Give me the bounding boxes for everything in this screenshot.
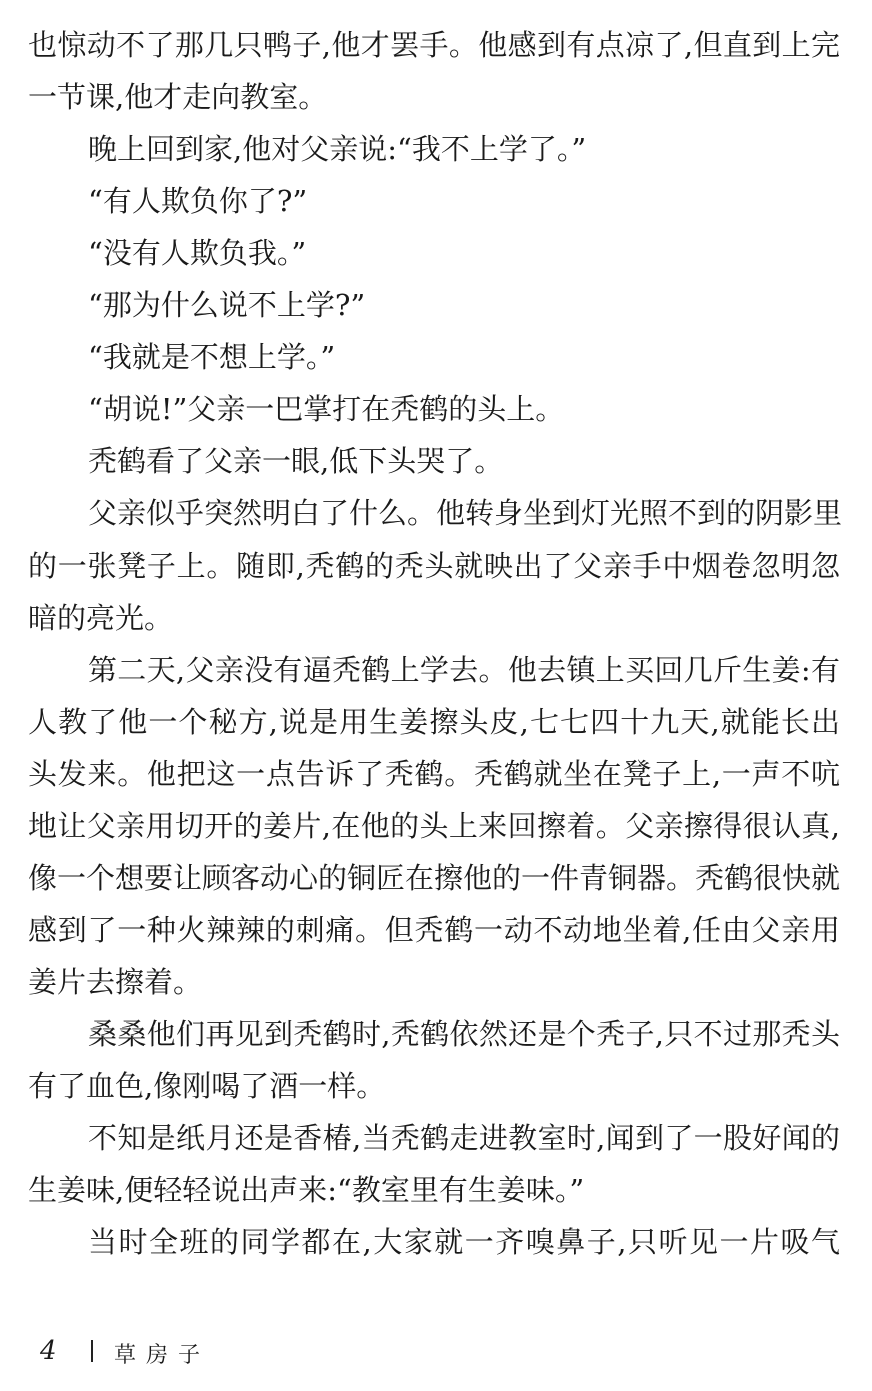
text-line: “有人欺负你了?” [88,184,308,219]
text-line: 头发来。他把这一点告诉了秃鹤。秃鹤就坐在凳子上,一声不吭 [28,756,840,791]
text-line: “那为什么说不上学?” [88,288,366,323]
text-line: 当时全班的同学都在,大家就一齐嗅鼻子,只听见一片吸气 [88,1225,840,1260]
text-line: 姜片去擦着。 [28,964,203,999]
text-line: “没有人欺负我。” [88,236,307,271]
text-line: 感到了一种火辣辣的刺痛。但秃鹤一动不动地坐着,任由父亲用 [28,912,840,947]
text-line: 父亲似乎突然明白了什么。他转身坐到灯光照不到的阴影里 [88,496,843,531]
text-line: 生姜味,便轻轻说出声来:“教室里有生姜味。” [28,1173,585,1208]
text-line: 也惊动不了那几只鸭子,他才罢手。他感到有点凉了,但直到上完 [28,28,840,62]
text-line: 第二天,父亲没有逼秃鹤上学去。他去镇上买回几斤生姜:有 [88,652,840,687]
text-line: 有了血色,像刚喝了酒一样。 [28,1069,386,1103]
text-line: “我就是不想上学。” [88,340,336,375]
page-number: 4 [40,1336,57,1366]
footer-divider [91,1340,93,1362]
text-line: 桑桑他们再见到秃鹤时,秃鹤依然还是个秃子,只不过那秃头 [88,1016,840,1051]
book-title: 草房子 [114,1343,211,1368]
text-line: 晚上回到家,他对父亲说:“我不上学了。” [88,132,587,167]
text-line: 的一张凳子上。随即,秃鹤的秃头就映出了父亲手中烟卷忽明忽 [28,548,840,583]
text-line: 人教了他一个秘方,说是用生姜擦头皮,七七四十九天,就能长出 [28,704,840,739]
text-line: 像一个想要让顾客动心的铜匠在擦他的一件青铜器。秃鹤很快就 [28,860,841,895]
text-line: 一节课,他才走向教室。 [28,80,328,115]
text-line: 不知是纸月还是香椿,当秃鹤走进教室时,闻到了一股好闻的 [88,1121,840,1156]
text-line: “胡说!”父亲一巴掌打在秃鹤的头上。 [88,392,565,427]
text-line: 秃鹤看了父亲一眼,低下头哭了。 [88,444,504,479]
text-line: 暗的亮光。 [28,600,174,635]
text-line: 地让父亲用切开的姜片,在他的头上来回擦着。父亲擦得很认真, [28,808,840,843]
